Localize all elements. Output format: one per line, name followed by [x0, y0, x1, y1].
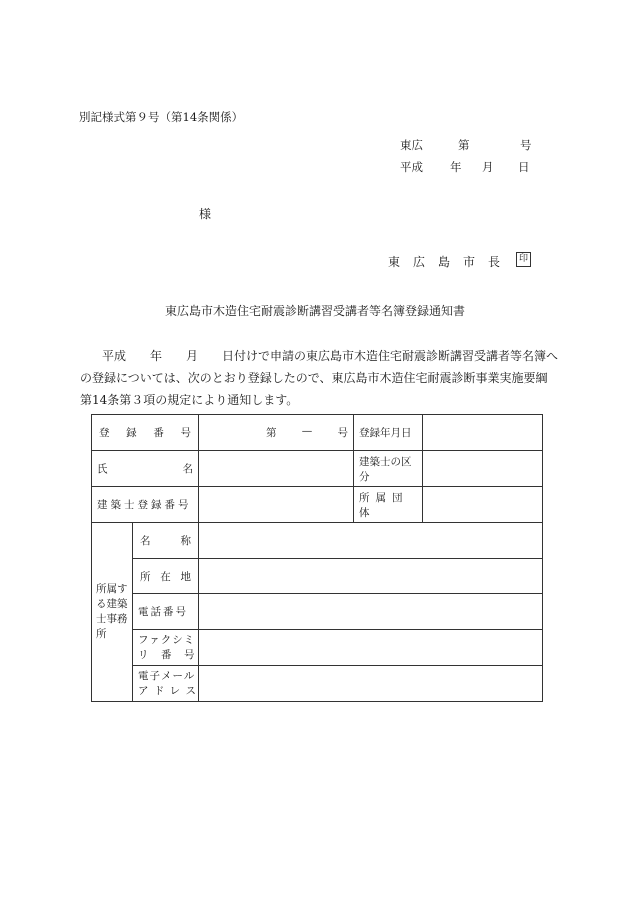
office-fax-value[interactable]	[199, 630, 543, 666]
ref-dai: 第	[458, 138, 470, 152]
body-line-1: 平成 年 月 日付けで申請の東広島市木造住宅耐震診断講習受講者等名簿へ	[102, 349, 559, 363]
body-paragraph	[80, 345, 560, 411]
table-row	[92, 559, 543, 594]
office-fax-label: ファクシミ リ 番 号	[133, 630, 199, 666]
full-name-label: 氏 名	[92, 451, 199, 487]
issuer-char: 長	[487, 255, 500, 269]
body-line-2: の登録については、次のとおり登録したので、東広島市木造住宅耐震診断事業実施要綱	[80, 371, 548, 385]
office-address-value[interactable]	[199, 559, 543, 594]
office-phone-label: 電話番号	[133, 594, 199, 630]
office-email-label: 電子メール ア ド レ ス	[133, 666, 199, 702]
ref-go: 号	[520, 138, 532, 152]
architect-registration-number-label: 建築士登録番号	[92, 487, 199, 523]
document-title: 東広島市木造住宅耐震診断講習受講者等名簿登録通知書	[164, 304, 465, 318]
office-address-label: 所 在 地	[133, 559, 199, 594]
issuer-char: 市	[462, 255, 475, 269]
registration-table	[91, 414, 543, 702]
table-row	[92, 487, 543, 523]
date-month: 月	[482, 160, 494, 174]
architect-class-label: 建築士の区分	[354, 451, 423, 487]
registration-number-label: 登 録 番 号	[92, 415, 199, 451]
affiliated-group-label: 所属団体	[354, 487, 423, 523]
issuer-name	[388, 253, 500, 270]
table-row	[92, 594, 543, 630]
affiliated-group-value[interactable]	[423, 487, 543, 523]
issuer-char: 島	[437, 255, 450, 269]
office-phone-value[interactable]	[199, 594, 543, 630]
office-email-value[interactable]	[199, 666, 543, 702]
architect-registration-number-value[interactable]	[199, 487, 354, 523]
body-line-3: 第14条第３項の規定により通知します。	[80, 393, 299, 407]
registration-number-value[interactable]: 第 — 号	[199, 415, 354, 451]
office-name-value[interactable]	[199, 523, 543, 559]
table-row	[92, 415, 543, 451]
addressee-honorific: 様	[199, 207, 212, 221]
table-row	[92, 666, 543, 702]
seal-mark: 印	[516, 252, 531, 267]
date-year: 年	[450, 160, 462, 174]
table-row	[92, 451, 543, 487]
date-day: 日	[518, 160, 530, 174]
ref-prefix: 東広	[400, 138, 423, 152]
registration-date-value[interactable]	[423, 415, 543, 451]
date-era: 平成	[400, 160, 423, 174]
issuer-char: 広	[412, 255, 425, 269]
registration-date-label: 登録年月日	[354, 415, 423, 451]
table-row	[92, 523, 543, 559]
issuer-char: 東	[388, 255, 401, 269]
table-row	[92, 630, 543, 666]
office-name-label: 名 称	[133, 523, 199, 559]
architect-class-value[interactable]	[423, 451, 543, 487]
full-name-value[interactable]	[199, 451, 354, 487]
office-group-label: 所属す る建築 士事務 所	[92, 523, 133, 702]
form-number: 別記様式第９号（第14条関係）	[79, 110, 244, 124]
